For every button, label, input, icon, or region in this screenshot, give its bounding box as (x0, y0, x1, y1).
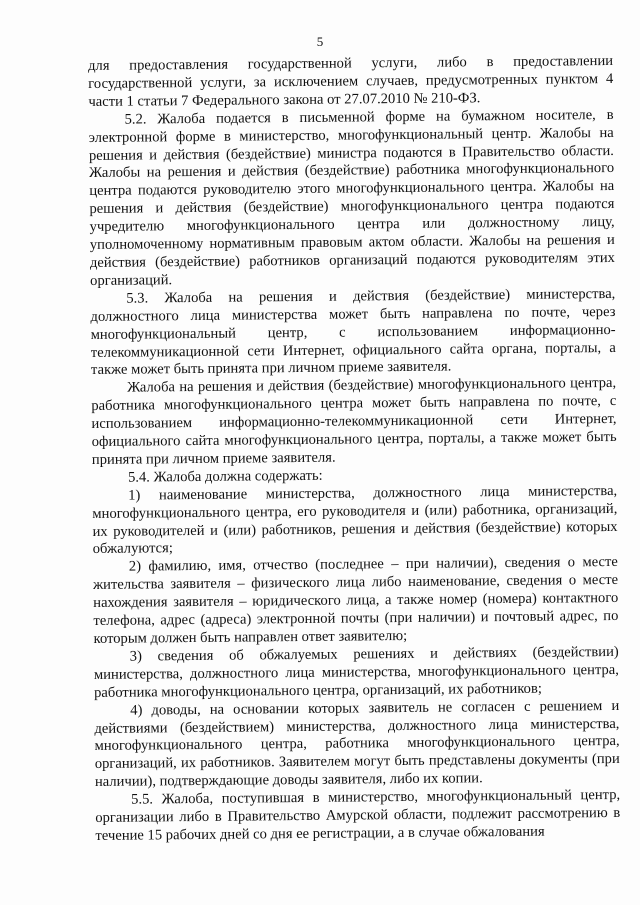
document-body (88, 53, 621, 846)
paragraph: 4) доводы, на основании которых заявитель не согласен с решением и действиями (бездействием) министерства, должностного лица министерства, многофункционального центра, работника многофункционального центра, организаций, их работников. Заявителем могут быть представлены документы (при наличии), подтверждающие доводы заявителя, либо их копии. (94, 697, 620, 791)
paragraph: 1) наименование министерства, должностного лица министерства, многофункционального центра, его руководителя и (или) работника, организаций, их руководителей и (или) работников, решения и действия (бездействие) которых обжалуются; (92, 482, 618, 558)
paragraph: 5.3. Жалоба на решения и действия (бездействие) министерства, должностного лица министерства может быть направлена по почте, через многофункциональный центр, с использованием информационно-телекоммуникационной сети Интернет, официального сайта органа, порталы, а также может быть принята при личном приеме заявителя. (90, 285, 616, 379)
paragraph: 5.4. Жалоба должна содержать: (127, 467, 323, 486)
paragraph: Жалоба на решения и действия (бездействие) многофункционального центра, работника многофункционального центра может быть направлена по почте, с использованием информационно-телекоммуникационной сети Интернет, официального сайта многофункционального центра, порталы, а также может быть принята при личном приеме заявителя. (91, 375, 617, 468)
paragraph: 5.2. Жалоба подается в письменной форме на бумажном носителе, в электронной форме в министерство, многофункциональный центр. Жалобы на решения и действия (бездействие) министра подаются в Правительство области. Жалобы на решения и действия (бездействие) работника многофункционального центра подаются руководителю этого многофункционального центра. Жалобы на решения и действия (бездействие) многофункционального центра подаются учредителю многофункционального центра или должностному лицу, уполномоченному нормативным правовым актом области. Жалобы на решения и действия (бездействие) работников организаций подаются руководителям этих организаций. (88, 106, 616, 289)
paragraph: для предоставления государственной услуги, либо в предоставлении государственной услуги, за исключением случаев, предусмотренных пунктом 4 части 1 статьи 7 Федерального закона от 27.07.2010 № 210-ФЗ. (88, 52, 614, 110)
paragraph: 5.5. Жалоба, поступившая в министерство, многофункциональный центр, организации либо в Правительство Амурской области, подлежит рассмотрению в течение 15 рабочих дней со дня ее регистрации, а в случае обжалования (95, 787, 621, 844)
paragraph: 3) сведения об обжалуемых решениях и действиях (бездействии) министерства, должностного лица министерства, многофункционального центра, работника многофункционального центра, организаций, их работников; (93, 643, 619, 701)
page-number: 5 (316, 34, 324, 49)
paragraph: 2) фамилию, имя, отчество (последнее – при наличии), сведения о месте жительства заявителя – физического лица либо наименование, сведения о месте нахождения заявителя – юридического лица, а также номер (номера) контактного телефона, адрес (адреса) электронной почты (при наличии) и почтовый адрес, по которым должен быть направлен ответ заявителю; (92, 554, 619, 647)
